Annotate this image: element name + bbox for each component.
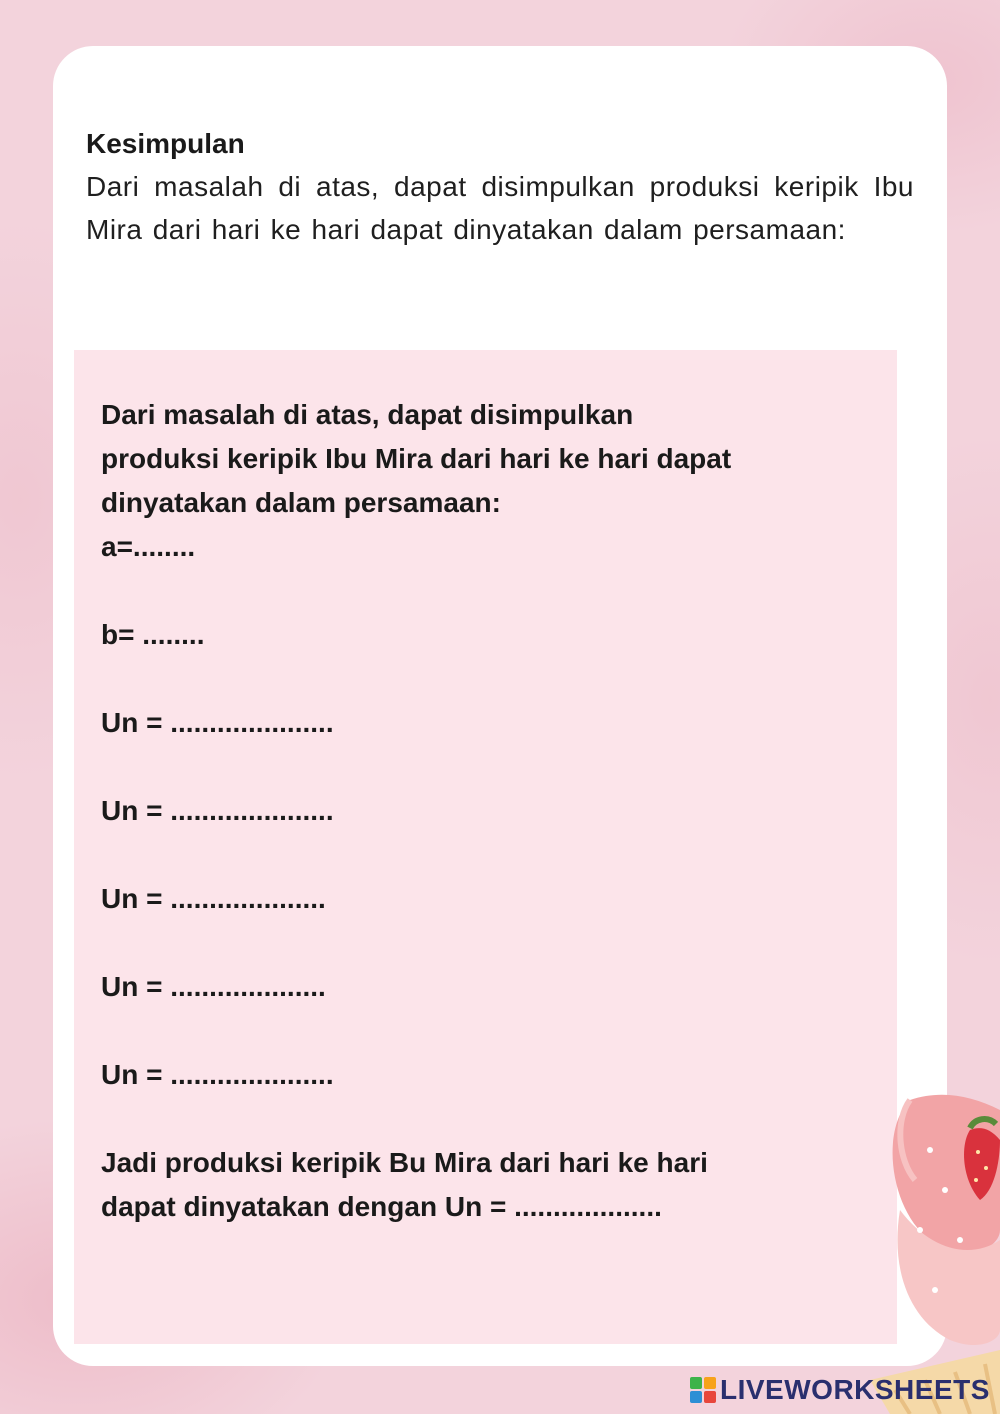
un-step-blank[interactable]: Un = ..................... bbox=[101, 795, 334, 826]
panel-intro-line: Dari masalah di atas, dapat disimpulkan bbox=[101, 399, 634, 430]
conclusion-answer-blank[interactable]: dapat dinyatakan dengan Un = ................... bbox=[101, 1191, 662, 1222]
b-value-blank[interactable]: b= ........ bbox=[101, 619, 205, 650]
liveworksheets-watermark bbox=[690, 1372, 990, 1408]
watermark-text: LIVEWORKSHEETS bbox=[720, 1374, 990, 1405]
conclusion-line: Jadi produksi keripik Bu Mira dari hari ke hari bbox=[101, 1147, 708, 1178]
answer-panel-text bbox=[101, 393, 881, 1229]
un-step-blank[interactable]: Un = .................... bbox=[101, 971, 326, 1002]
cupcake-decoration-icon bbox=[870, 1090, 1000, 1414]
panel-intro-line: produksi keripik Ibu Mira dari hari ke hari dapat bbox=[101, 443, 732, 474]
a-value-blank[interactable]: a=........ bbox=[101, 531, 196, 562]
un-step-blank[interactable]: Un = ..................... bbox=[101, 1059, 334, 1090]
intro-paragraph: Dari masalah di atas, dapat disimpulkan produksi keripik Ibu Mira dari hari ke hari dapat dinyatakan dalam persamaan: bbox=[86, 171, 914, 245]
liveworksheets-logo-icon bbox=[690, 1377, 716, 1403]
un-step-blank[interactable]: Un = .................... bbox=[101, 883, 326, 914]
panel-intro-line: dinyatakan dalam persamaan: bbox=[101, 487, 501, 518]
un-step-blank[interactable]: Un = ..................... bbox=[101, 707, 334, 738]
section-heading: Kesimpulan bbox=[86, 128, 245, 159]
